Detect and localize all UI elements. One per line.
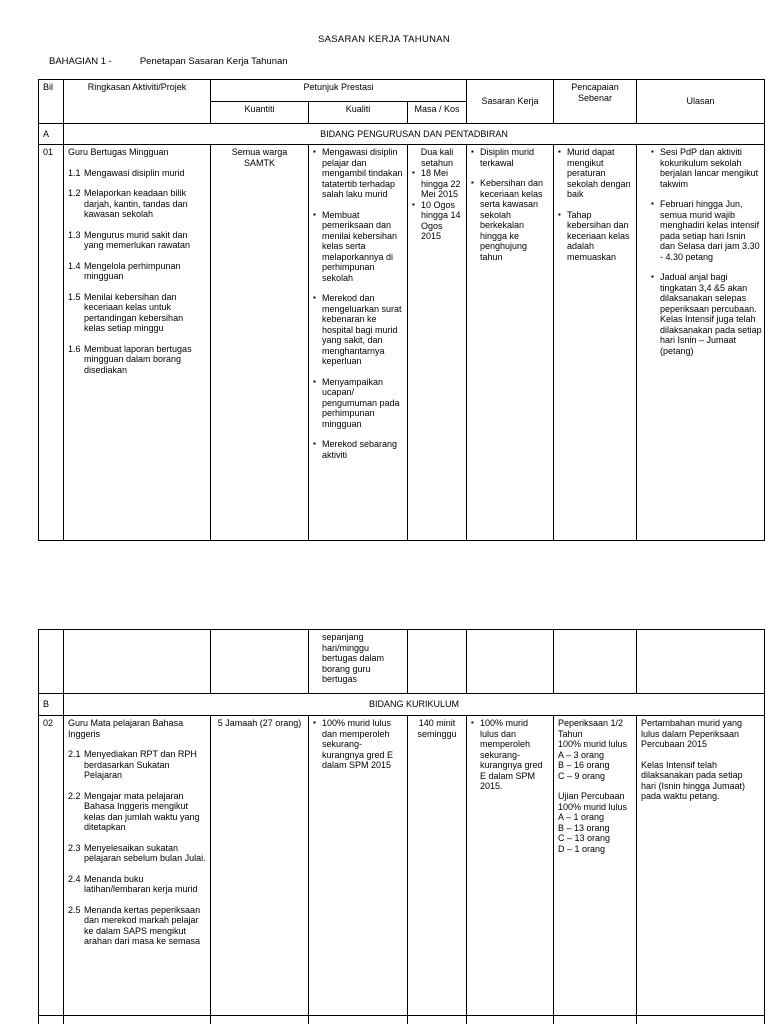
row01-ulasan bbox=[637, 145, 765, 541]
table-row bbox=[39, 145, 765, 541]
target-table-page-2 bbox=[38, 629, 765, 1024]
row01-masa bbox=[408, 145, 467, 541]
table-row bbox=[39, 716, 765, 1016]
header-petunjuk: Petunjuk Prestasi bbox=[211, 80, 467, 102]
document-title: SASARAN KERJA TAHUNAN bbox=[317, 34, 451, 45]
header-masa: Masa / Kos bbox=[408, 102, 467, 124]
row01-title: Guru Bertugas Mingguan bbox=[68, 147, 169, 157]
list-item: ▪ Tahap kebersihan dan keceriaan kelas adalah memuaskan bbox=[567, 210, 632, 263]
section-label: BAHAGIAN 1 - bbox=[49, 56, 112, 67]
row02-ulasan bbox=[637, 716, 765, 1016]
list-item: ▪ 100% murid lulus dan memperoleh sekurang-kurangnya gred E dalam SPM 2015 bbox=[322, 718, 403, 771]
row02-ulasan-2: Kelas Intensif telah dilaksanakan pada setiap hari (Isnin hingga Jumaat) pada waktu petang. bbox=[641, 759, 746, 801]
list-item: ▪ Disiplin murid terkawal bbox=[480, 147, 549, 168]
section-a-title: BIDANG PENGURUSAN DAN PENTADBIRAN bbox=[64, 124, 765, 145]
table-row-cutoff bbox=[39, 1016, 765, 1024]
header-sasaran: Sasaran Kerja bbox=[467, 80, 554, 124]
list-item: ▪ Murid dapat mengikut peraturan sekolah dengan baik bbox=[567, 147, 632, 200]
row01-ringkasan bbox=[64, 145, 211, 541]
row02-ringkasan bbox=[64, 716, 211, 1016]
row01-kuantiti: Semua warga SAMTK bbox=[211, 145, 309, 541]
row02-item-list bbox=[68, 749, 206, 947]
list-item: 1.3 Mengurus murid sakit dan yang memerlukan rawatan bbox=[68, 229, 191, 250]
section-heading bbox=[49, 57, 288, 68]
pencapaian-peperiksaan: Peperiksaan 1/2 Tahun 100% murid lulus A – 3 orang B – 16 orang C – 9 orang bbox=[558, 718, 628, 781]
section-b-code: B bbox=[39, 694, 64, 716]
section-a-code: A bbox=[39, 124, 64, 145]
list-item: ▪ Menyampaikan ucapan/ pengumuman pada perhimpunan mingguan bbox=[322, 377, 403, 430]
row02-masa: 140 minit seminggu bbox=[408, 716, 467, 1016]
row01-sasaran bbox=[467, 145, 554, 541]
header-bil: Bil bbox=[39, 80, 64, 124]
row01-item-list bbox=[68, 168, 206, 376]
list-item: ▪ Jadual anjal bagi tingkatan 3,4 &5 akan dilaksanakan selepas peperiksaan percubaan. Kelas Intensif juga telah dilaksanakan pada setiap hari Isnin – Jumaat (petang) bbox=[660, 272, 762, 356]
row02-bil: 02 bbox=[39, 716, 64, 1016]
list-item: 1.6 Membuat laporan bertugas mingguan dalam borang disediakan bbox=[68, 343, 192, 375]
header-kuantiti: Kuantiti bbox=[211, 102, 309, 124]
list-item: ▪ 18 Mei hingga 22 Mei 2015 bbox=[421, 168, 462, 200]
list-item: 1.5 Menilai kebersihan dan keceriaan kelas untuk pertandingan kebersihan kelas setiap minggu bbox=[68, 291, 184, 333]
row01-masa-intro: Dua kali setahun bbox=[420, 147, 454, 168]
row02-sasaran bbox=[467, 716, 554, 1016]
row02-kualiti bbox=[309, 716, 408, 1016]
list-item: ▪ Sesi PdP dan aktiviti kokurikulum sekolah berjalan lancar mengikut takwim bbox=[660, 147, 762, 189]
header-pencapaian: Pencapaian Sebenar bbox=[554, 80, 637, 124]
row02-ulasan-1: Pertambahan murid yang lulus dalam Peperiksaan Percubaan 2015 bbox=[641, 718, 743, 749]
list-item: 1.4 Mengelola perhimpunan mingguan bbox=[68, 260, 181, 281]
row01-kualiti-continued: sepanjang hari/minggu bertugas dalam borang guru bertugas bbox=[309, 630, 408, 694]
list-item: ▪ Merekod sebarang aktiviti bbox=[322, 439, 403, 460]
row02-kuantiti: 5 Jamaah (27 orang) bbox=[211, 716, 309, 1016]
list-item: ▪ Kebersihan dan keceriaan kelas serta kawasan sekolah berkekalan hingga ke penghujung tahun bbox=[480, 178, 549, 262]
list-item: 1.1 Mengawasi disiplin murid bbox=[68, 167, 185, 178]
list-item: ▪ Merekod dan mengeluarkan surat kebenaran ke hospital bagi murid yang sakit, dan menghantarnya keperluan bbox=[322, 293, 403, 367]
header-kualiti: Kualiti bbox=[309, 102, 408, 124]
table-row bbox=[39, 630, 765, 694]
row01-pencapaian bbox=[554, 145, 637, 541]
section-name: Penetapan Sasaran Kerja Tahunan bbox=[139, 56, 288, 67]
list-item: 1.2 Melaporkan keadaan bilik darjah, kantin, tandas dan kawasan sekolah bbox=[68, 188, 188, 219]
list-item: ▪ Februari hingga Jun, semua murid wajib menghadiri kelas intensif pada setiap hari Isnin dan Selasa dari jam 3.30 - 4.30 petang bbox=[660, 199, 762, 262]
list-item: 2.2 Mengajar mata pelajaran Bahasa Inggeris mengikut kelas dan jumlah waktu yang ditetapkan bbox=[68, 790, 200, 832]
row01-kualiti bbox=[309, 145, 408, 541]
list-item: 2.4 Menanda buku latihan/lembaran kerja murid bbox=[68, 873, 198, 894]
list-item: ▪ 100% murid lulus dan memperoleh sekurang-kurangnya gred E dalam SPM 2015. bbox=[480, 718, 549, 792]
list-item: 2.1 Menyediakan RPT dan RPH berdasarkan Sukatan Pelajaran bbox=[68, 749, 197, 780]
list-item: 2.3 Menyelesaikan sukatan pelajaran sebelum bulan Julai. bbox=[68, 842, 206, 863]
page-2 bbox=[0, 629, 768, 1024]
section-b-title: BIDANG KURIKULUM bbox=[64, 694, 765, 716]
target-table-page-1 bbox=[38, 79, 765, 541]
row02-pencapaian bbox=[554, 716, 637, 1016]
list-item: ▪ 10 Ogos hingga 14 Ogos 2015 bbox=[421, 200, 462, 242]
header-ringkasan: Ringkasan Aktiviti/Projek bbox=[64, 80, 211, 124]
row01-bil: 01 bbox=[39, 145, 64, 541]
list-item: 2.5 Menanda kertas peperiksaan dan merekod markah pelajar ke dalam SAPS mengikut arahan dari masa ke semasa bbox=[68, 904, 201, 946]
list-item: ▪ Mengawasi disiplin pelajar dan mengambil tindakan tatatertib terhadap salah laku murid bbox=[322, 147, 403, 200]
list-item: ▪ Membuat pemeriksaan dan menilai kebersihan kelas serta melaporkannya di perhimpunan sekolah bbox=[322, 210, 403, 284]
row02-title: Guru Mata pelajaran Bahasa Inggeris bbox=[68, 718, 184, 739]
header-ulasan: Ulasan bbox=[637, 80, 765, 124]
pencapaian-percubaan: Ujian Percubaan 100% murid lulus A – 1 orang B – 13 orang C – 13 orang D – 1 orang bbox=[558, 791, 628, 854]
